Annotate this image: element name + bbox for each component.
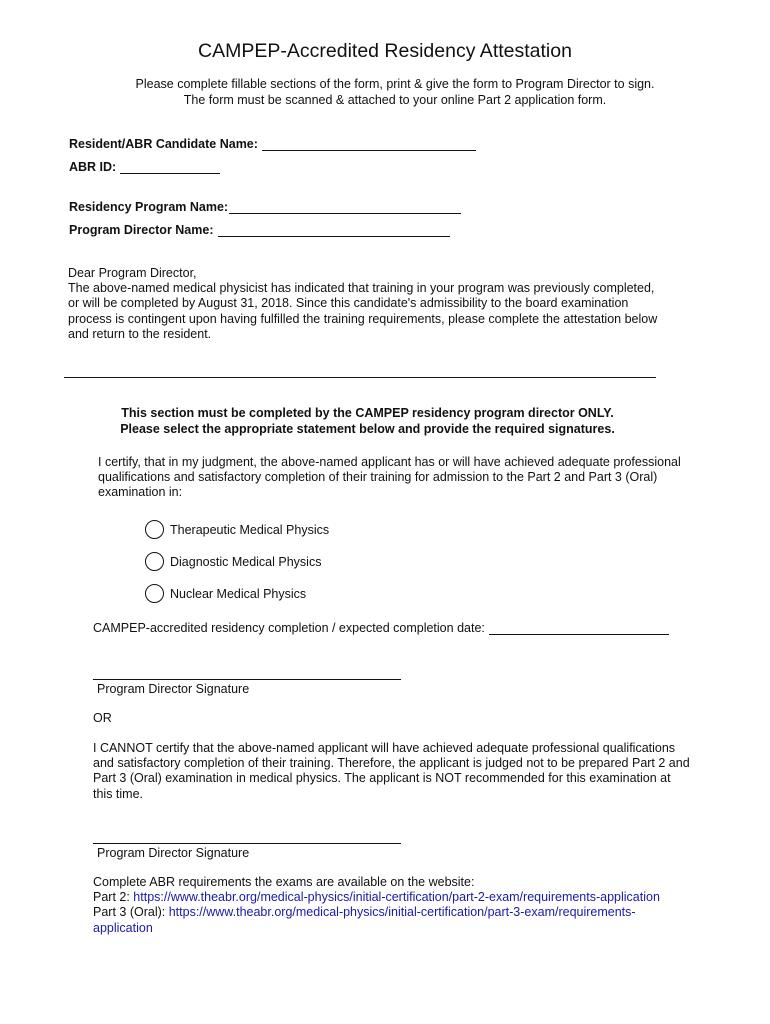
option-therapeutic[interactable] — [145, 520, 329, 539]
director-only-note — [0, 405, 735, 437]
abr-id-label: ABR ID: — [69, 160, 117, 174]
footer-part3 — [93, 905, 713, 920]
part2-link[interactable]: https://www.theabr.org/medical-physics/initial-certification/part-2-exam/requirements-application — [133, 890, 660, 905]
or-separator: OR — [93, 711, 112, 725]
signature-line-2[interactable] — [93, 843, 401, 844]
form-instructions — [0, 76, 770, 108]
option-therapeutic-label: Therapeutic Medical Physics — [170, 522, 330, 537]
program-name-input[interactable] — [229, 201, 461, 214]
director-name-row — [69, 223, 450, 237]
part2-label: Part 2: — [93, 890, 134, 905]
letter-to-director — [68, 266, 668, 342]
requirements-footer — [93, 875, 713, 936]
director-only-line-2: Please select the appropriate statement below and provide the required signatures. — [120, 422, 615, 436]
letter-salutation: Dear Program Director, — [68, 266, 197, 280]
signature-label-1: Program Director Signature — [97, 682, 250, 696]
candidate-name-label: Resident/ABR Candidate Name: — [69, 137, 258, 151]
option-diagnostic[interactable] — [145, 552, 321, 571]
form-title: CAMPEP-Accredited Residency Attestation — [198, 40, 572, 62]
footer-part2 — [93, 890, 713, 905]
radio-circle-icon[interactable] — [145, 520, 164, 539]
signature-label-2: Program Director Signature — [97, 846, 250, 860]
certify-statement: I certify, that in my judgment, the above-named applicant has or will have achieved adequate professional qualifications and satisfactory completion of their training for admission to the Part 2 and Part 3 (Oral) examination in: — [98, 455, 681, 500]
completion-date-label: CAMPEP-accredited residency completion / expected completion date: — [93, 621, 485, 635]
radio-circle-icon[interactable] — [145, 584, 164, 603]
program-name-row — [69, 200, 461, 214]
instruction-line-1: Please complete fillable sections of the form, print & give the form to Program Director to sign. — [135, 77, 655, 91]
footer-intro: Complete ABR requirements the exams are available on the website: — [93, 875, 475, 889]
radio-circle-icon[interactable] — [145, 552, 164, 571]
candidate-name-row — [69, 137, 476, 151]
footer-part3-cont — [93, 921, 713, 936]
instruction-line-2: The form must be scanned & attached to your online Part 2 application form. — [183, 93, 607, 107]
section-divider — [64, 377, 656, 378]
option-nuclear-label: Nuclear Medical Physics — [170, 586, 307, 601]
option-nuclear[interactable] — [145, 584, 306, 603]
director-only-line-1: This section must be completed by the CAMPEP residency program director ONLY. — [121, 406, 614, 420]
director-name-label: Program Director Name: — [69, 223, 214, 237]
signature-line-1[interactable] — [93, 679, 401, 680]
completion-date-input[interactable] — [489, 622, 669, 635]
candidate-name-input[interactable] — [262, 138, 476, 151]
completion-date-row — [93, 621, 669, 635]
part3-link-continued[interactable]: application — [93, 920, 153, 935]
part3-link[interactable]: https://www.theabr.org/medical-physics/initial-certification/part-3-exam/requirements- — [168, 905, 636, 920]
option-diagnostic-label: Diagnostic Medical Physics — [170, 554, 322, 569]
director-name-input[interactable] — [218, 224, 450, 237]
letter-body: The above-named medical physicist has indicated that training in your program was previously completed, or will be completed by August 31, 2018. Since this candidate's admissibility to the board examination process is contingent upon having fulfilled the training requirements, please complete the attestation below and return to the resident. — [68, 281, 658, 341]
cannot-certify-statement: I CANNOT certify that the above-named applicant will have achieved adequate professional qualifications and satisfactory completion of their training. Therefore, the applicant is judged not to be prepared Part 2 and Part 3 (Oral) examination in medical physics. The applicant is NOT recommended for this examination at this time. — [93, 741, 690, 801]
part3-label: Part 3 (Oral): — [93, 905, 169, 920]
abr-id-input[interactable] — [120, 161, 220, 174]
program-name-label: Residency Program Name: — [69, 200, 229, 214]
abr-id-row — [69, 160, 220, 174]
